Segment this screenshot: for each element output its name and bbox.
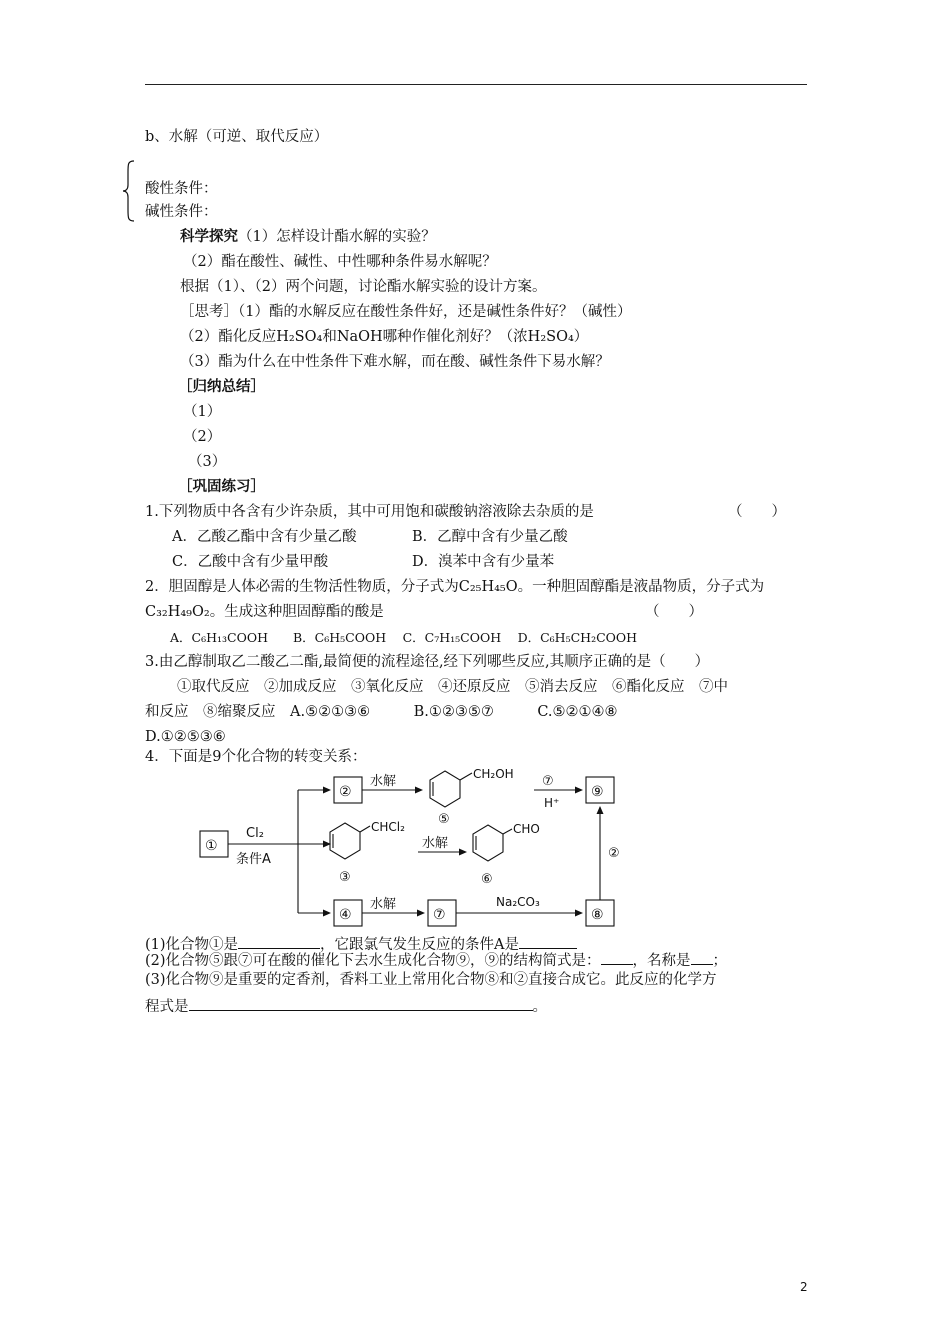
q4-sub-3-text-c: 。: [532, 999, 547, 1015]
q4-sub-3-line-2: [145, 996, 547, 1016]
diagram-hydrolysis-middle: 水解: [422, 836, 449, 851]
q2-answer-paren: （ ）: [645, 604, 703, 620]
page-number: 2: [800, 1280, 808, 1294]
explore-q3: 根据（1）、（2）两个问题，讨论酯水解实验的设计方案。: [180, 279, 547, 295]
q4-sub-3-text-b: 程式是: [145, 999, 189, 1015]
q2-line-1: 2．胆固醇是人体必需的生物活性物质，分子式为C₂₅H₄₅O。一种胆固醇酯是液晶物质，分子式为: [145, 579, 765, 595]
q4-sub-1-text-b: ，它跟氯气发生反应的条件A是: [320, 937, 520, 953]
header-rule: [145, 84, 807, 85]
diagram-label-5: ⑤: [438, 812, 450, 827]
q3-line-3: 和反应 ⑧缩聚反应 A.⑤②①③⑥ B.①②③⑤⑦ C.⑤②①④⑧: [145, 704, 618, 720]
practice-title: ［巩固练习］: [178, 478, 265, 495]
reaction-scheme-diagram: [190, 763, 630, 935]
summary-item-3: （3）: [188, 454, 227, 470]
diagram-chcl2: CHCl₂: [371, 820, 405, 834]
q2-options: A．C₆H₁₃COOH B．C₆H₅COOH C．C₇H₁₅COOH D．C₆H₅CH₂COOH: [170, 630, 638, 645]
q1-option-a: A．乙酸乙酯中含有少量乙酸: [172, 529, 357, 545]
q1-answer-paren: （ ）: [728, 504, 786, 520]
q4-stem: 4．下面是9个化合物的转变关系：: [145, 749, 367, 765]
q1-option-c: C．乙酸中含有少量甲酸: [172, 554, 329, 570]
diagram-label-6: ⑥: [481, 872, 493, 887]
q3-line-4: D.①②⑤③⑥: [145, 729, 226, 745]
summary-item-2: （2）: [183, 429, 222, 445]
benzene-ring-3-icon: [330, 823, 370, 859]
explore-q2: （2）酯在酸性、碱性、中性哪种条件易水解呢？: [183, 254, 497, 270]
diagram-node-4: ④: [339, 907, 352, 923]
diagram-arrow-label-2: ②: [608, 846, 620, 861]
diagram-ch2oh: CH₂OH: [473, 767, 514, 781]
explore-q1: [180, 228, 436, 246]
diagram-label-3: ③: [339, 870, 351, 885]
answer-blank: [189, 996, 533, 1011]
q1-option-b: B．乙醇中含有少量乙酸: [412, 529, 568, 545]
q4-sub-2: [145, 950, 727, 970]
q1-stem: 1.下列物质中各含有少许杂质，其中可用饱和碳酸钠溶液除去杂质的是: [145, 504, 594, 520]
q3-stem: 3.由乙醇制取乙二酸乙二酯,最简便的流程途径,经下列哪些反应,其顺序正确的是（ ）: [145, 654, 710, 670]
q4-sub-2-text-c: ；: [712, 953, 728, 969]
diagram-node-7: ⑦: [433, 907, 446, 923]
diagram-h-plus: H⁺: [544, 796, 560, 810]
answer-blank: [601, 950, 633, 965]
diagram-condition-a: 条件A: [236, 852, 271, 867]
diagram-hydrolysis-top: 水解: [370, 774, 397, 789]
explore-q1-text: （1）怎样设计酯水解的实验？: [238, 229, 436, 245]
think-3: （3）酯为什么在中性条件下难水解，而在酸、碱性条件下易水解？: [180, 354, 610, 370]
curly-brace-icon: [122, 160, 136, 222]
diagram-node-9: ⑨: [591, 784, 604, 800]
answer-blank: [691, 950, 713, 965]
q4-sub-3-line-1: (3)化合物⑨是重要的定香剂，香料工业上常用化合物⑧和②直接合成它。此反应的化学方: [145, 972, 717, 988]
benzene-ring-5-icon: [430, 771, 472, 807]
q3-line-2: ①取代反应 ②加成反应 ③氧化反应 ④还原反应 ⑤消去反应 ⑥酯化反应 ⑦中: [177, 679, 728, 695]
answer-blank: [238, 934, 320, 949]
answer-blank: [519, 934, 577, 949]
q1-option-d: D．溴苯中含有少量苯: [412, 554, 555, 570]
diagram-cho: CHO: [513, 822, 540, 836]
diagram-arrow-label-7: ⑦: [542, 774, 554, 789]
think-1: ［思考］（1）酯的水解反应在酸性条件好，还是碱性条件好？（碱性）: [180, 304, 632, 320]
diagram-cl2: Cl₂: [246, 826, 264, 841]
summary-title: ［归纳总结］: [178, 378, 265, 395]
q4-sub-1-text-a: (1)化合物①是: [145, 937, 239, 953]
q4-sub-2-text-b: ，名称是: [632, 953, 691, 969]
base-condition: 碱性条件：: [145, 204, 218, 220]
explore-title: 科学探究: [180, 228, 238, 245]
q4-sub-2-text-a: (2)化合物⑤跟⑦可在酸的催化下去水生成化合物⑨，⑨的结构简式是：: [145, 953, 601, 969]
q2-line-2: C₃₂H₄₉O₂。生成这种胆固醇酯的酸是: [145, 604, 384, 620]
diagram-na2co3: Na₂CO₃: [496, 895, 540, 909]
summary-item-1: （1）: [183, 404, 222, 420]
think-2: （2）酯化反应H₂SO₄和NaOH哪种作催化剂好？（浓H₂SO₄）: [180, 329, 589, 345]
benzene-ring-6-icon: [473, 825, 512, 861]
diagram-node-2: ②: [339, 784, 352, 800]
diagram-node-1: ①: [205, 838, 218, 854]
acid-condition: 酸性条件：: [145, 181, 218, 197]
section-b-title: b、水解（可逆、取代反应）: [145, 129, 329, 145]
diagram-hydrolysis-bottom: 水解: [370, 897, 397, 912]
diagram-node-8: ⑧: [591, 907, 604, 923]
